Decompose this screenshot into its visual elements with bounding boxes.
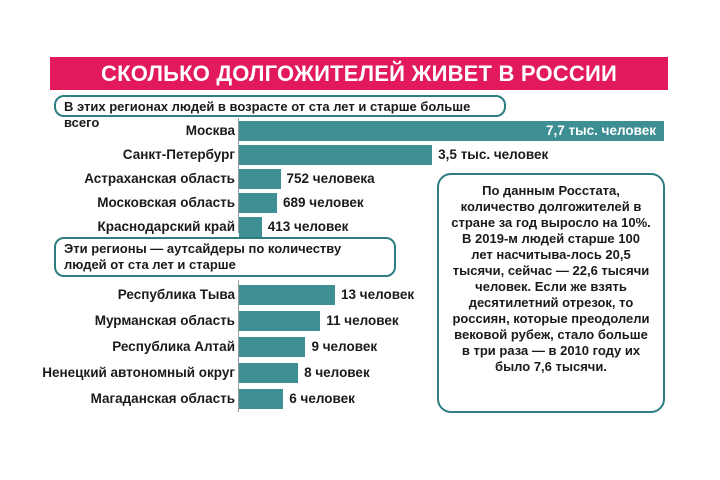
top-region-value: 689 человек (283, 195, 364, 210)
outsider-region-label: Республика Алтай (112, 339, 235, 354)
top-regions-heading: В этих регионах людей в возрасте от ста лет и старше больше всего (54, 95, 506, 117)
outsider-region-label: Республика Тыва (117, 287, 235, 302)
top-region-bar (239, 217, 262, 237)
rosstat-note: По данным Росстата, количество долгожителей в стране за год выросло на 10%. В 2019-м людей старше 100 лет насчитыва-лось 20,5 тысячи, сейчас — 22,6 тысячи человек. Если же взять десятилетний отрезок, то россиян, которые преодолели вековой рубеж, стало больше в три раза — в 2010 году их было 7,6 тысячи. (437, 173, 665, 413)
outsider-region-label: Магаданская область (90, 391, 235, 406)
outsider-region-bar (239, 337, 305, 357)
outsider-region-label: Мурманская область (94, 313, 235, 328)
outsider-region-value: 9 человек (311, 339, 378, 354)
outsider-region-bar (239, 285, 335, 305)
outsider-region-value: 6 человек (289, 391, 355, 406)
outsider-region-bar (239, 363, 298, 383)
top-region-label: Краснодарский край (97, 219, 235, 234)
top-region-bar (239, 145, 432, 165)
outsider-region-value: 11 человек (326, 313, 399, 328)
outsider-region-value: 8 человек (304, 365, 370, 380)
top-region-value: 413 человек (267, 219, 349, 234)
top-region-label: Астраханская область (84, 171, 235, 186)
page-title: СКОЛЬКО ДОЛГОЖИТЕЛЕЙ ЖИВЕТ В РОССИИ (50, 57, 668, 90)
top-region-bar (239, 169, 281, 189)
outsider-region-bar (239, 389, 283, 409)
top-region-value: 7,7 тыс. человек (546, 123, 657, 138)
top-region-bar (239, 193, 277, 213)
top-region-label: Санкт-Петербург (122, 147, 235, 162)
outsider-region-bar (239, 311, 320, 331)
top-region-value: 752 человека (286, 171, 375, 186)
top-region-value: 3,5 тыс. человек (438, 147, 549, 162)
outsider-region-value: 13 человек (341, 287, 415, 302)
top-region-label: Москва (185, 123, 235, 138)
top-region-label: Московская область (97, 195, 235, 210)
outsider-region-label: Ненецкий автономный округ (42, 365, 235, 380)
outsider-regions-heading: Эти регионы — аутсайдеры по количеству людей от ста лет и старше (54, 237, 396, 277)
